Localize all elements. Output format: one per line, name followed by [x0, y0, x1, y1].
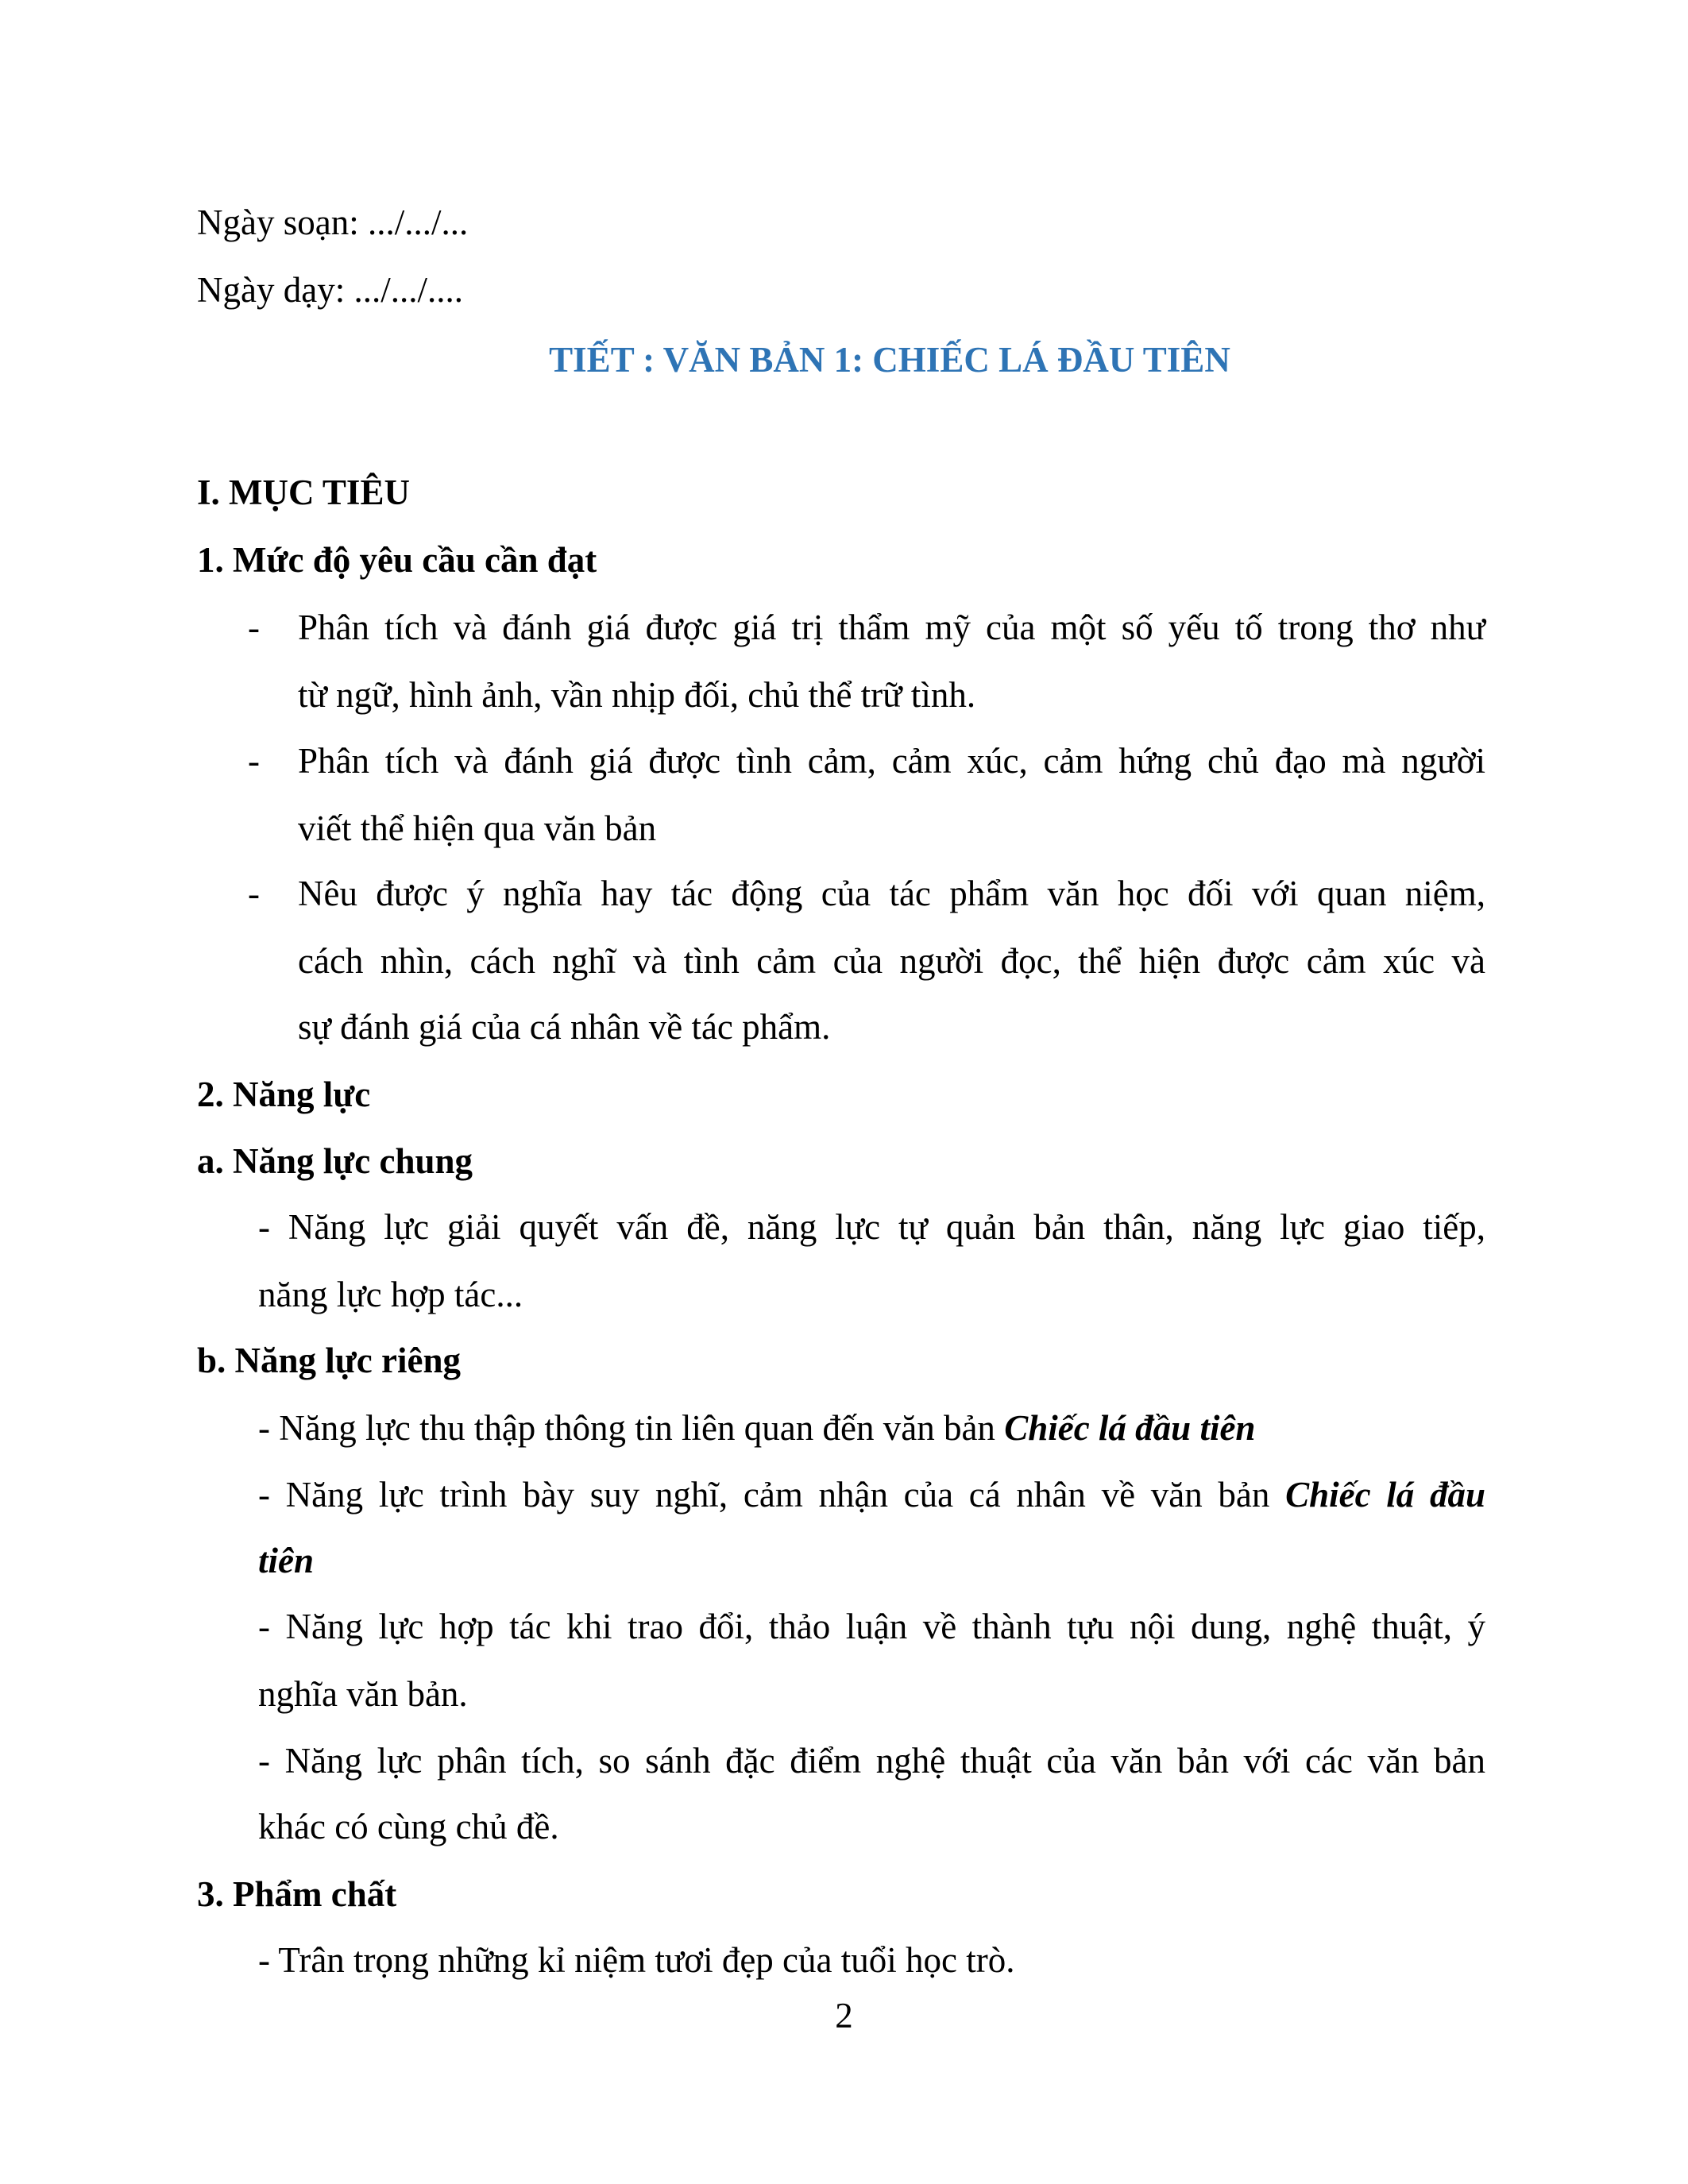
specific-item-4-line-1: - Năng lực phân tích, so sánh đặc điểm nghệ thuật của văn bản với các văn bản [258, 1741, 1485, 1781]
prep-date: Ngày soạn: .../.../... [197, 203, 469, 242]
qualities-line-1: - Trân trọng những kỉ niệm tươi đẹp của tuổi học trò. [258, 1940, 1015, 1980]
bullet-dash: - [248, 608, 260, 647]
specific-item-3-line-1: - Năng lực hợp tác khi trao đổi, thảo luận về thành tựu nội dung, nghệ thuật, ý [258, 1607, 1485, 1646]
general-competence-line-2: năng lực hợp tác... [258, 1275, 523, 1314]
bullet-2-line-2: viết thể hiện qua văn bản [298, 808, 657, 848]
bullet-1-line-1: Phân tích và đánh giá được giá trị thẩm mỹ của một số yếu tố trong thơ như [298, 608, 1485, 647]
section-heading-objectives: I. MỤC TIÊU [197, 473, 410, 512]
specific-item-4-line-2: khác có cùng chủ đề. [258, 1807, 559, 1846]
work-title: Chiếc lá đầu [1285, 1475, 1485, 1515]
heading-specific-competence: b. Năng lực riêng [197, 1341, 462, 1380]
bullet-3-line-1: Nêu được ý nghĩa hay tác động của tác phẩm văn học đối với quan niệm, [298, 874, 1485, 913]
specific-item-1 [258, 1404, 1255, 1452]
heading-general-competence: a. Năng lực chung [197, 1141, 473, 1181]
work-title: Chiếc lá đầu tiên [1004, 1408, 1256, 1448]
specific-item-1-text: - Năng lực thu thập thông tin liên quan đến văn bản [258, 1408, 1005, 1448]
bullet-3-line-2: cách nhìn, cách nghĩ và tình cảm của người đọc, thể hiện được cảm xúc và [298, 941, 1485, 981]
specific-item-3-line-2: nghĩa văn bản. [258, 1674, 468, 1714]
lesson-title: TIẾT : VĂN BẢN 1: CHIẾC LÁ ĐẦU TIÊN [549, 340, 1230, 380]
general-competence-line-1: - Năng lực giải quyết vấn đề, năng lực tự quản bản thân, năng lực giao tiếp, [258, 1207, 1485, 1247]
teach-date: Ngày dạy: .../.../.... [197, 270, 463, 310]
specific-item-2-text: - Năng lực trình bày suy nghĩ, cảm nhận của cá nhân về văn bản [258, 1475, 1286, 1515]
bullet-3-line-3: sự đánh giá của cá nhân về tác phẩm. [298, 1007, 831, 1047]
subsection-heading-competence: 2. Năng lực [197, 1075, 371, 1114]
bullet-1-line-2: từ ngữ, hình ảnh, vần nhịp đối, chủ thể trữ tình. [298, 675, 976, 715]
specific-item-2-line-1 [258, 1471, 1485, 1518]
bullet-dash: - [248, 741, 260, 781]
subsection-heading-qualities: 3. Phẩm chất [197, 1874, 397, 1914]
bullet-2-line-1: Phân tích và đánh giá được tình cảm, cảm xúc, cảm hứng chủ đạo mà người [298, 741, 1485, 781]
specific-item-2-line-2: tiên [258, 1541, 315, 1580]
bullet-dash: - [248, 874, 260, 913]
subsection-heading-requirements: 1. Mức độ yêu cầu cần đạt [197, 540, 597, 580]
page-number: 2 [835, 1996, 853, 2035]
